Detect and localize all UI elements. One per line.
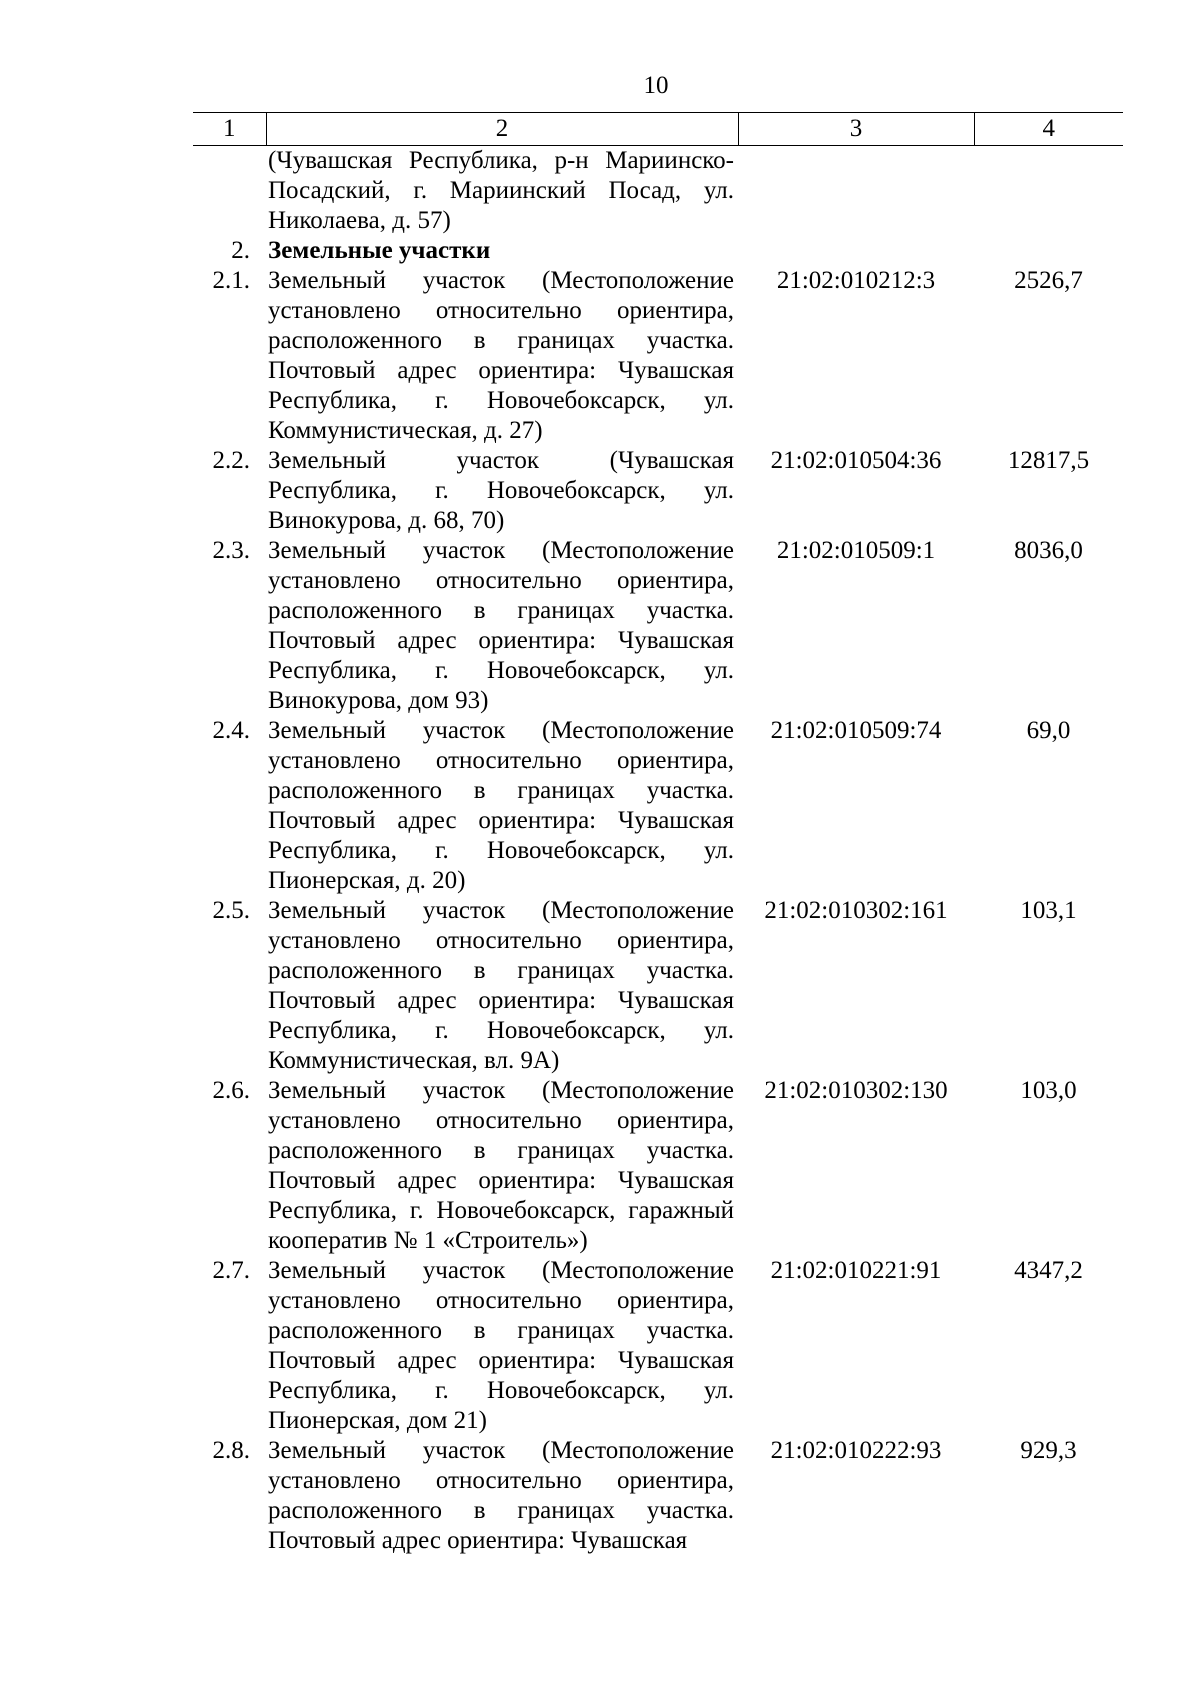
cadastral-number: 21:02:010504:36 [770,447,942,474]
section-heading: Земельные участки [268,237,491,264]
column-header-2: 2 [266,113,738,146]
table-row [193,266,1123,446]
area-value: 103,1 [1020,897,1077,924]
area-value [974,146,1123,237]
area-value: 69,0 [1026,717,1071,744]
table-row [193,536,1123,716]
column-header-3: 3 [738,113,974,146]
cadastral-number: 21:02:010509:74 [770,717,942,744]
item-number [193,146,266,237]
cadastral-number: 21:02:010222:93 [770,1437,942,1464]
area-value: 929,3 [1020,1437,1077,1464]
column-header-1: 1 [193,113,266,146]
cadastral-number: 21:02:010302:130 [764,1077,948,1104]
table-row [193,1436,1123,1556]
table-row [193,896,1123,1076]
item-number: 2. [231,237,250,264]
table-row [193,446,1123,536]
table-row [193,716,1123,896]
object-description: Земельный участок (Местоположение установлено относительно ориентира, расположенного в границах участка. Почтовый адрес ориентира: Чувашская Республика, г. Новочебоксарск, гаражный кооператив № 1 «Строитель») [268,1077,734,1254]
object-description: Земельный участок (Местоположение установлено относительно ориентира, расположенного в границах участка. Почтовый адрес ориентира: Чувашская [268,1437,734,1554]
item-number: 2.3. [212,537,250,564]
item-number: 2.8. [212,1437,250,1464]
object-description: Земельный участок (Местоположение установлено относительно ориентира, расположенного в границах участка. Почтовый адрес ориентира: Чувашская Республика, г. Новочебоксарск, ул. Коммунистическая, д. 27) [268,267,734,444]
object-description: Земельный участок (Местоположение установлено относительно ориентира, расположенного в границах участка. Почтовый адрес ориентира: Чувашская Республика, г. Новочебоксарск, ул. Винокурова, дом 93) [268,537,734,714]
item-number: 2.1. [212,267,250,294]
object-description: Земельный участок (Местоположение установлено относительно ориентира, расположенного в границах участка. Почтовый адрес ориентира: Чувашская Республика, г. Новочебоксарск, ул. Пионерская, дом 21) [268,1257,734,1434]
item-number: 2.6. [212,1077,250,1104]
column-header-4: 4 [974,113,1123,146]
item-number: 2.5. [212,897,250,924]
object-description: Земельный участок (Чувашская Республика, г. Новочебоксарск, ул. Винокурова, д. 68, 70) [268,447,734,534]
area-value: 12817,5 [1007,447,1090,474]
land-plots-table [193,112,1123,1556]
cadastral-number: 21:02:010221:91 [770,1257,942,1284]
table-row [193,146,1123,237]
object-description: Земельный участок (Местоположение установлено относительно ориентира, расположенного в границах участка. Почтовый адрес ориентира: Чувашская Республика, г. Новочебоксарск, ул. Пионерская, д. 20) [268,717,734,894]
item-number: 2.7. [212,1257,250,1284]
area-value: 4347,2 [1014,1257,1083,1284]
area-value: 103,0 [1020,1077,1077,1104]
area-value: 2526,7 [1014,267,1083,294]
cadastral-number [738,146,974,237]
table-row [193,236,1123,266]
cadastral-number: 21:02:010509:1 [776,537,936,564]
page-number: 10 [643,72,669,99]
object-description: Земельный участок (Местоположение установлено относительно ориентира, расположенного в границах участка. Почтовый адрес ориентира: Чувашская Республика, г. Новочебоксарск, ул. Коммунистическая, вл. 9А) [268,897,734,1074]
item-number: 2.2. [212,447,250,474]
table-row [193,1076,1123,1256]
item-number: 2.4. [212,717,250,744]
area-value: 8036,0 [1014,537,1083,564]
cadastral-number [738,236,974,266]
object-description: (Чувашская Республика, р-н Мариинско-Посадский, г. Мариинский Посад, ул. Николаева, д. 57) [268,147,734,234]
table-header [193,113,1123,146]
cadastral-number: 21:02:010302:161 [764,897,948,924]
cadastral-number: 21:02:010212:3 [776,267,936,294]
table-body [193,146,1123,1557]
table-row [193,1256,1123,1436]
area-value [974,236,1123,266]
